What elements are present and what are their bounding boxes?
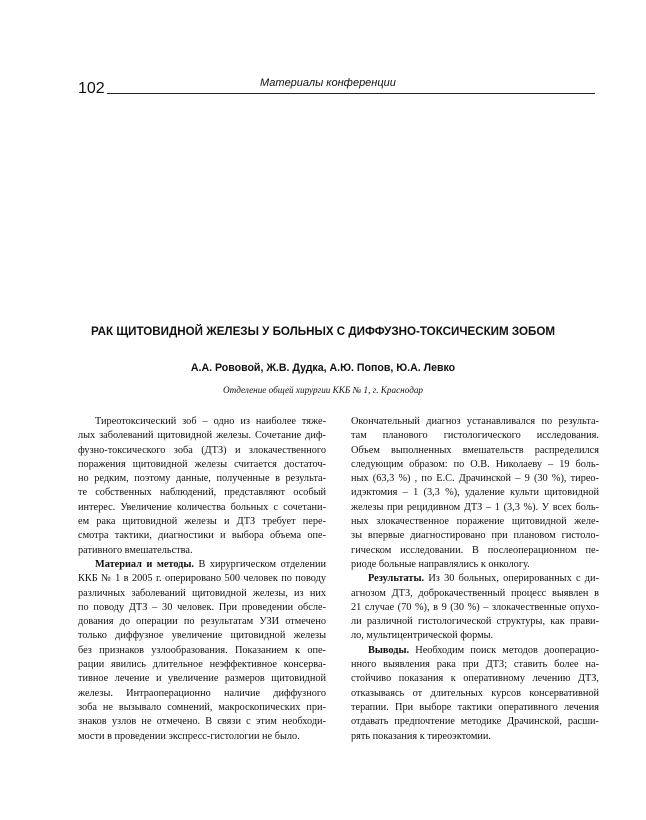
- text-line: [351, 415, 599, 429]
- text-content: нного выявления рака при ДТЗ; ставить более на-: [351, 659, 599, 671]
- text-line: [351, 715, 599, 729]
- text-line: [78, 458, 326, 472]
- text-content: фузно-токсического зоба (ДТЗ) и злокачественного: [78, 444, 326, 456]
- text-content: без признаков узлообразования. Показанием к опе-: [78, 644, 326, 656]
- text-content: смотра тактики, диагностики и выбора объема опе-: [78, 530, 326, 542]
- text-line: [78, 501, 326, 515]
- text-content: ККБ № 1 в 2005 г. оперировано 500 человек по поводу: [78, 573, 326, 585]
- text-content: В хирургическом отделении: [194, 558, 326, 570]
- text-content: поражения щитовидной железы считается достаточ-: [78, 458, 326, 470]
- text-line: [351, 472, 599, 486]
- text-content: ных (63,3 %) , по Е.С. Драчинской – 9 (30 %), тирео-: [351, 473, 599, 485]
- text-line: [351, 601, 599, 615]
- text-line: [78, 658, 326, 672]
- page-number: 102: [78, 80, 105, 97]
- text-line: [351, 587, 599, 601]
- text-content: по поводу ДТЗ – 30 человек. При проведении обсле-: [78, 601, 326, 613]
- text-content: ем рака щитовидной железы и ДТЗ требует пере-: [78, 516, 326, 528]
- text-line: [78, 558, 326, 572]
- text-line: [78, 587, 326, 601]
- text-line: [78, 715, 326, 729]
- text-content: зы впервые диагностировано при плановом гистоло-: [351, 530, 599, 542]
- text-line: [351, 444, 599, 458]
- text-content: тивное лечение и увеличение размеров щитовидной: [78, 673, 326, 685]
- text-line: [78, 644, 326, 658]
- text-line: [351, 572, 599, 586]
- text-content: ративного вмешательства.: [78, 544, 193, 556]
- text-line: [351, 730, 599, 744]
- text-content: гическом исследовании. В послеоперационном пе-: [351, 544, 599, 556]
- text-content: интерес. Увеличение количества больных с сочетани-: [78, 501, 326, 513]
- text-line: [351, 615, 599, 629]
- text-content: Тиреотоксический зоб – одно из наиболее тяже-: [95, 416, 326, 427]
- text-line: [78, 444, 326, 458]
- running-header-title: Материалы конференции: [260, 77, 396, 89]
- header-rule: [107, 93, 595, 94]
- text-content: отдавать предпочтение методике Драчинской, расши-: [351, 716, 599, 728]
- text-line: [351, 501, 599, 515]
- text-content: те собственных наблюдений, представляют особый: [78, 487, 326, 499]
- text-line: [351, 701, 599, 715]
- text-line: [78, 572, 326, 586]
- text-line: [78, 672, 326, 686]
- text-line: [78, 515, 326, 529]
- text-content: различных заболеваний щитовидной железы, из них: [78, 587, 326, 599]
- text-line: [351, 629, 599, 643]
- article-affiliation: Отделение общей хирургии ККБ № 1, г. Краснодар: [222, 385, 424, 395]
- text-content: дования до операции по результатам УЗИ отмечено: [78, 616, 326, 628]
- text-line: [78, 730, 326, 744]
- text-content: 21 случае (70 %), в 9 (30 %) – злокачественные опухо-: [351, 601, 599, 613]
- text-content: лых заболеваний щитовидной железы. Сочетание диф-: [78, 430, 326, 442]
- text-content: железы при рецидивном ДТЗ – 1 (3,3 %). У всех боль-: [351, 501, 599, 513]
- text-line: [78, 429, 326, 443]
- text-content: железы. Интраоперационно наличие диффузного: [78, 687, 326, 699]
- text-line: [78, 629, 326, 643]
- text-line: [351, 544, 599, 558]
- text-content: рять показания к тиреоэктомии.: [351, 730, 491, 742]
- text-content: но редким, поэтому данные, полученные в результа-: [78, 473, 326, 485]
- text-content: Окончательный диагноз устанавливался по результа-: [351, 416, 599, 427]
- text-line: [351, 429, 599, 443]
- text-line: [351, 644, 599, 658]
- text-content: отказываясь от длительных курсов консервативной: [351, 687, 599, 699]
- text-line: [351, 515, 599, 529]
- text-line: [78, 544, 326, 558]
- text-line: [78, 687, 326, 701]
- right-column: [351, 415, 599, 744]
- text-line: [78, 415, 326, 429]
- text-content: следующим образом: по О.В. Николаеву – 19 боль-: [351, 458, 599, 470]
- text-content: Из 30 больных, оперированных с ди-: [424, 573, 599, 585]
- text-content: ных злокачественное поражение щитовидной желе-: [351, 516, 599, 528]
- text-content: ло, мультицентрической формы.: [351, 630, 494, 642]
- text-line: [351, 558, 599, 572]
- text-line: [78, 615, 326, 629]
- text-line: [351, 486, 599, 500]
- text-line: [351, 672, 599, 686]
- text-line: [78, 601, 326, 615]
- article-title: РАК ЩИТОВИДНОЙ ЖЕЛЕЗЫ У БОЛЬНЫХ С ДИФФУЗНО-ТОКСИЧЕСКИМ ЗОБОМ: [90, 325, 556, 338]
- text-content: там планового гистологического исследования.: [351, 430, 599, 442]
- section-heading: Результаты.: [368, 573, 425, 585]
- text-line: [351, 658, 599, 672]
- left-column: [78, 415, 326, 744]
- text-content: зоба не вызывало сомнений, макроскопических при-: [78, 701, 326, 713]
- text-line: [78, 472, 326, 486]
- text-line: [351, 529, 599, 543]
- text-content: Объем выполненных вмешательств распределился: [351, 444, 599, 456]
- text-content: стойчиво показания к оперативному лечению ДТЗ,: [351, 673, 599, 685]
- text-content: Необходим поиск методов дооперацио-: [409, 644, 599, 656]
- text-content: риоде больные направлялись к онкологу.: [351, 558, 530, 570]
- section-heading: Материал и методы.: [95, 558, 194, 570]
- section-heading: Выводы.: [368, 644, 410, 656]
- text-content: терапии. При выборе тактики оперативного лечения: [351, 701, 599, 713]
- text-content: рации явились длительное неэффективное консерва-: [78, 659, 326, 671]
- text-line: [78, 529, 326, 543]
- text-content: знаков узлов не отмечено. В связи с этим необходи-: [78, 716, 326, 728]
- text-content: мости в проведении экспресс-гистологии не было.: [78, 730, 300, 742]
- article-authors: А.А. Рововой, Ж.В. Дудка, А.Ю. Попов, Ю.А. Левко: [190, 362, 456, 374]
- text-line: [78, 486, 326, 500]
- text-line: [351, 458, 599, 472]
- text-line: [78, 701, 326, 715]
- text-content: агнозом ДТЗ, доброкачественный процесс выявлен в: [351, 587, 599, 599]
- text-content: только диффузное увеличение щитовидной железы: [78, 630, 326, 642]
- text-line: [351, 687, 599, 701]
- text-content: идэктомия – 1 (3,3 %), удаление культи щитовидной: [351, 487, 599, 499]
- text-content: ли различной гистологической структуры, как прави-: [351, 616, 599, 628]
